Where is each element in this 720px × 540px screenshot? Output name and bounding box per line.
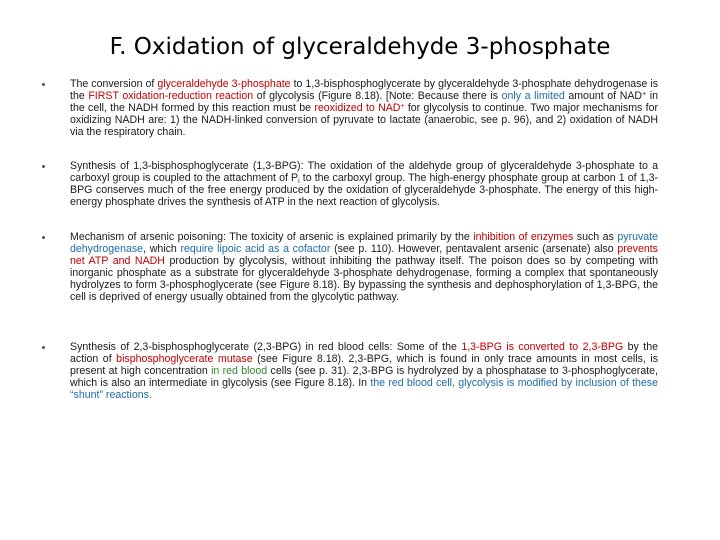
bullet-dot-icon bbox=[42, 83, 45, 86]
bullet-text-segment: 1,3-BPG is converted to 2,3-BPG bbox=[461, 341, 624, 353]
bullet-text-segment: Synthesis of 2,3-bisphosphoglycerate (2,3-BPG) in red blood cells: Some of the bbox=[70, 341, 462, 353]
bullet-text-segment: Mechanism of arsenic poisoning: The toxicity of arsenic is explained primarily by the bbox=[70, 231, 474, 243]
bullet-text-segment: require lipoic acid as a cofactor bbox=[180, 242, 331, 255]
bullet-text-segment: glyceraldehyde 3-phosphate bbox=[157, 78, 291, 90]
bullet-text-segment: amount of NAD bbox=[564, 89, 643, 102]
slide-title: F. Oxidation of glyceraldehyde 3-phosphate bbox=[109, 34, 611, 60]
bullet-text-segment: pyruvate dehydrogenase bbox=[70, 231, 659, 255]
bullet-text-segment: inhibition of enzymes bbox=[473, 231, 574, 243]
bullet-dot-icon bbox=[42, 346, 45, 349]
bullet-text-segment: to the carboxyl group. The high-energy phosphate group at carbon 1 of 1,3-BPG conserves much of the free energy produced by the oxidation of glyceraldehyde 3-phosphate. The energy of this high-energy phosphate drives the synthesis of ATP in the next reaction of glycolysis. bbox=[70, 171, 658, 208]
bullet-text-segment: for glycolysis to continue. Two major mechanisms for oxidizing NADH are: 1) the NADH-linked conversion of pyruvate to lactate (anaerobic, see p. 96), and 2) oxidation of NADH via the respiratory chain. bbox=[70, 101, 658, 138]
bullet-item bbox=[42, 232, 658, 342]
bullet-text bbox=[70, 231, 658, 303]
bullet-text-segment: prevents net ATP and NADH bbox=[70, 242, 658, 267]
bullet-text-segment: of glycolysis (Figure 8.18). [Note: Because there is bbox=[253, 89, 502, 102]
bullet-text-segment: only a limited bbox=[501, 89, 565, 102]
bullet-text-segment: such as bbox=[573, 231, 618, 243]
bullet-text-segment: in the cell, the NADH formed by this reaction must be bbox=[70, 89, 658, 114]
bullet-text-segment: (see Figure 8.18). 2,3-BPG, which is found in only trace amounts in most cells, is present at high concentration bbox=[70, 352, 658, 377]
bullet-text-segment: FIRST oxidation-reduction reaction bbox=[88, 89, 254, 102]
bullet-text bbox=[70, 341, 658, 401]
bullet-text-segment: + bbox=[400, 102, 405, 110]
bullet-text-segment: bisphosphoglycerate mutase bbox=[116, 352, 253, 365]
bullet-text-segment: + bbox=[642, 90, 647, 98]
bullet-text bbox=[70, 160, 658, 208]
bullet-text bbox=[70, 78, 658, 138]
bullet-text-segment: production by glycolysis, without inhibiting the pathway itself. The poison does so by competing with inorganic phosphate as a substrate for glyceraldehyde 3-phosphate dehydrogenase, forming a complex that spontaneously hydrolyzes to form 3-phosphoglycerate (see Figure 8.18). By bypassing the synthesis and dephosphorylation of 1,3-BPG, the cell is deprived of energy usually obtained from the glycolytic pathway. bbox=[70, 254, 658, 303]
bullet-text-segment: i bbox=[298, 177, 300, 185]
bullet-text-segment: in red blood bbox=[211, 364, 268, 377]
bullet-text-segment: Synthesis of 1,3-bisphosphoglycerate (1,3-BPG): The oxidation of the aldehyde group of glyceraldehyde 3-phosphate to a carboxyl group is coupled to the attachment of P bbox=[70, 160, 658, 184]
bullet-text-segment: (see p. 110). However, pentavalent arsenic (arsenate) also bbox=[330, 242, 618, 255]
bullet-item bbox=[42, 161, 658, 232]
bullet-text-segment: The conversion of bbox=[70, 78, 158, 90]
bullet-text-segment: by the action of bbox=[70, 341, 658, 365]
bullet-text-segment: the red blood cell, glycolysis is modified by inclusion of these “shunt” reactions. bbox=[70, 376, 658, 401]
bullet-text-segment: cells (see p. 31). 2,3-BPG is hydrolyzed by a phosphatase to 3-phosphoglycerate, which is also an intermediate in glycolysis (see Figure 8.18). In bbox=[70, 364, 658, 389]
bullet-text-segment: reoxidized to NAD bbox=[314, 101, 401, 114]
bullet-list bbox=[42, 79, 658, 414]
bullet-item bbox=[42, 342, 658, 414]
bullet-text-segment: to 1,3-bisphosphoglycerate by glyceraldehyde 3-phosphate dehydrogenase is the bbox=[70, 78, 658, 102]
bullet-item bbox=[42, 79, 658, 161]
bullet-dot-icon bbox=[42, 236, 45, 239]
bullet-text-segment: , which bbox=[143, 242, 181, 255]
bullet-dot-icon bbox=[42, 165, 45, 168]
